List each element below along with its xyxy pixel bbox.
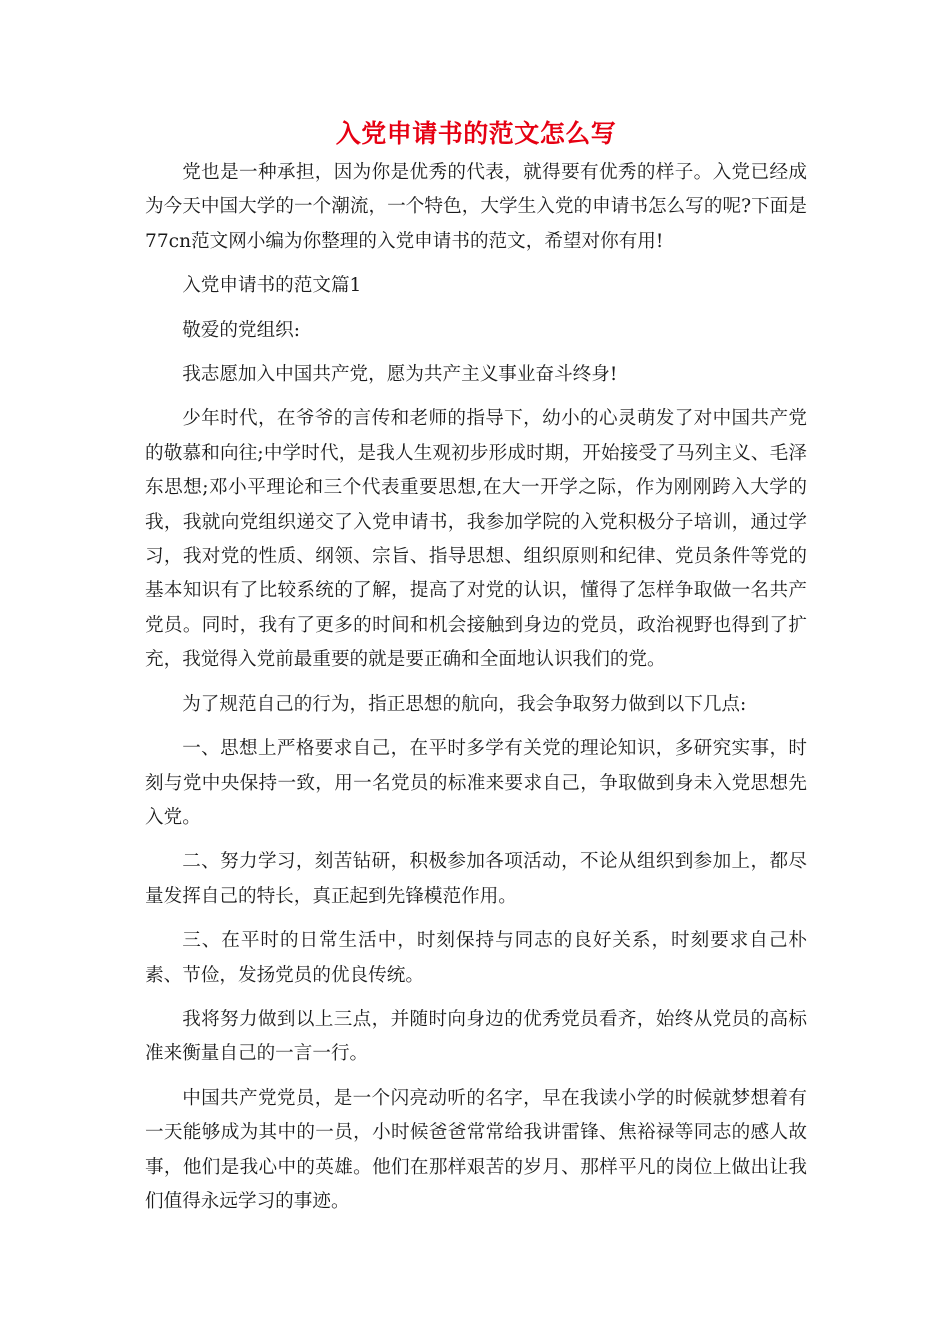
body-paragraph: 我志愿加入中国共产党，愿为共产主义事业奋斗终身! bbox=[182, 364, 618, 386]
document-page bbox=[145, 112, 807, 1229]
body-paragraph: 中国共产党党员，是一个闪亮动听的名字，早在我读小学的时候就梦想着有一天能够成为其中的一员，小时候爸爸常常给我讲雷锋、焦裕禄等同志的感人故事，他们是我心中的英雄。他们在那样艰苦的岁月、那样平凡的岗位上做出让我们值得永远学习的事迹。 bbox=[145, 1087, 807, 1212]
intro-paragraph: 党也是一种承担，因为你是优秀的代表，就得要有优秀的样子。入党已经成为今天中国大学的一个潮流，一个特色，大学生入党的申请书怎么写的呢?下面是77cn范文网小编为你整理的入党申请书的范文，希望对你有用! bbox=[145, 162, 807, 252]
body-paragraph: 少年时代，在爷爷的言传和老师的指导下，幼小的心灵萌发了对中国共产党的敬慕和向往;中学时代，是我人生观初步形成时期，开始接受了马列主义、毛泽东思想;邓小平理论和三个代表重要思想,在大一开学之际，作为刚刚跨入大学的我，我就向党组织递交了入党申请书，我参加学院的入党积极分子培训，通过学习，我对党的性质、纲领、宗旨、指导思想、组织原则和纪律、党员条件等党的基本知识有了比较系统的了解，提高了对党的认识，懂得了怎样争取做一名共产党员。同时，我有了更多的时间和机会接触到身边的党员，政治视野也得到了扩充，我觉得入党前最重要的就是要正确和全面地认识我们的党。 bbox=[145, 408, 807, 671]
document-title: 入党申请书的范文怎么写 bbox=[335, 119, 617, 148]
body-paragraph: 一、思想上严格要求自己，在平时多学有关党的理论知识，多研究实事，时刻与党中央保持一致，用一名党员的标准来要求自己，争取做到身未入党思想先入党。 bbox=[145, 738, 807, 828]
section-heading: 入党申请书的范文篇1 bbox=[182, 275, 362, 297]
body-paragraph: 我将努力做到以上三点，并随时向身边的优秀党员看齐，始终从党员的高标准来衡量自己的一言一行。 bbox=[145, 1008, 807, 1065]
body-paragraph: 为了规范自己的行为，指正思想的航向，我会争取努力做到以下几点: bbox=[182, 693, 747, 715]
salutation: 敬爱的党组织: bbox=[182, 319, 301, 341]
body-paragraph: 二、努力学习，刻苦钻研，积极参加各项活动，不论从组织到参加上，都尽量发挥自己的特长，真正起到先锋模范作用。 bbox=[145, 851, 807, 907]
body-paragraph: 三、在平时的日常生活中，时刻保持与同志的良好关系，时刻要求自己朴素、节俭，发扬党员的优良传统。 bbox=[145, 930, 807, 986]
